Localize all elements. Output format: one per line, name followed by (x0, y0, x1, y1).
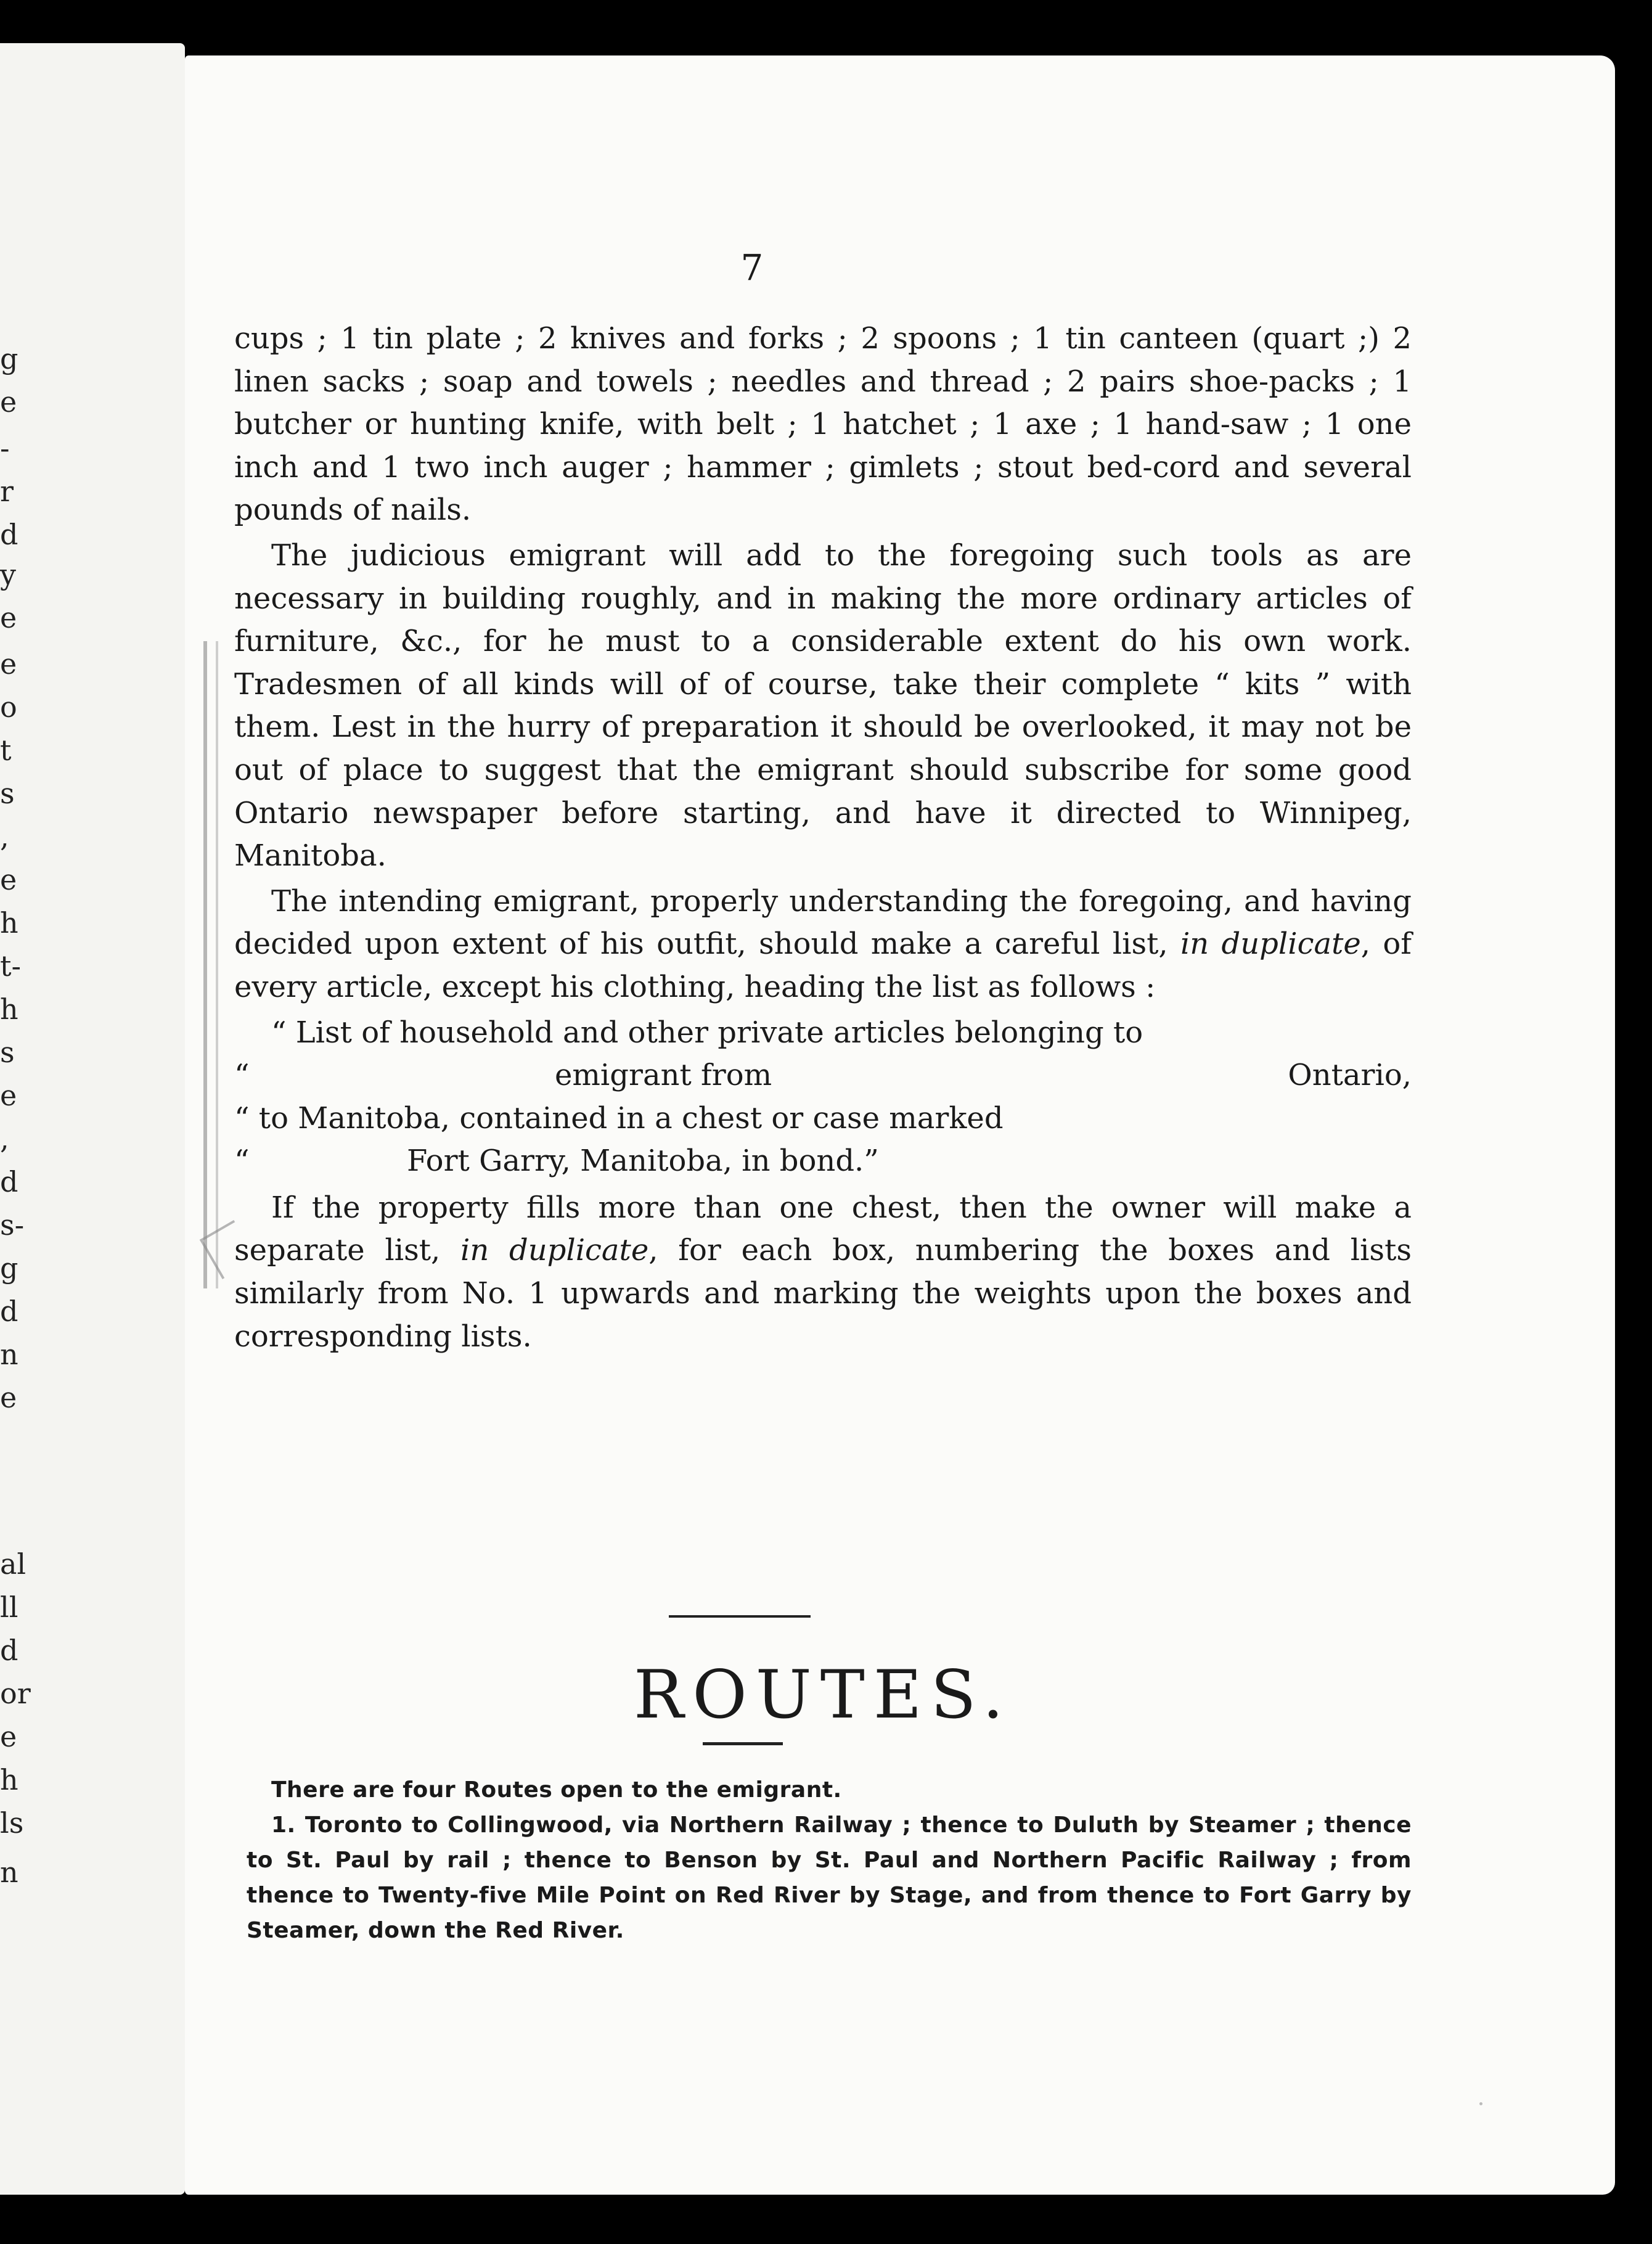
intending-emphasis: in duplicate (1180, 927, 1361, 962)
facing-page-char: d (0, 1634, 18, 1667)
quote-mark: “ (234, 1058, 250, 1093)
routes-section (247, 1772, 1412, 1948)
facing-page-char: r (0, 475, 14, 508)
facing-page-char: , (0, 1122, 9, 1155)
facing-page-char: d (0, 518, 18, 551)
facing-page-text-fragments (0, 43, 37, 2195)
facing-page-char: n (0, 1338, 18, 1371)
quote-mark: “ (234, 1144, 250, 1179)
facing-page-char: o (0, 690, 17, 724)
routes-intro: There are four Routes open to the emigrant. (271, 1777, 842, 1803)
facing-page-char: or (0, 1677, 31, 1710)
quote-line-4 (234, 1140, 1412, 1183)
paper-speck (1479, 2102, 1482, 2105)
facing-page-char: g (0, 1251, 18, 1285)
intending-text-b: , of every article, except his clothing, heading the list as follows : (234, 927, 1412, 1004)
facing-page-char: ll (0, 1591, 18, 1624)
facing-page-char: d (0, 1295, 18, 1328)
facing-page-char: n (0, 1856, 18, 1889)
facing-page-char: e (0, 1381, 17, 1414)
section-title-routes: ROUTES. (633, 1656, 1013, 1734)
body-text (234, 317, 1412, 1361)
facing-page-char: s (0, 1036, 15, 1069)
property-text-a: If the property fills more than one chest, then the owner will make a separate list, (234, 1190, 1412, 1268)
facing-page-char: g (0, 342, 18, 375)
paragraph-judicious-emigrant: The judicious emigrant will add to the foregoing such tools as are necessary in building roughly, and in making the more ordinary articles of furniture, &c., for he must to a considerable extent do his own work. Tradesmen of all kinds will of of course, take their complete “ kits ” with them. Lest in the hurry of preparation it should be overlooked, it may not be out of place to suggest that the emigrant should subscribe for some good Ontario newspaper before starting, and have it directed to Winnipeg, Manitoba. (234, 538, 1412, 874)
quote-line-2-middle: emigrant from (555, 1058, 772, 1093)
binding-thread (203, 641, 218, 1288)
paragraph-property (234, 1187, 1412, 1358)
facing-page-char: , (0, 820, 9, 853)
facing-page-char: h (0, 993, 18, 1026)
facing-page-char: e (0, 863, 17, 896)
facing-page-char: e (0, 601, 17, 634)
section-divider-top (669, 1615, 811, 1618)
property-text-b: , for each box, numbering the boxes and lists similarly from No. 1 upwards and marking the weights upon the boxes and corresponding lists. (234, 1233, 1412, 1354)
facing-page-char: h (0, 1763, 18, 1796)
route-item-1: 1. Toronto to Collingwood, via Northern Railway ; thence to Duluth by Steamer ; thence to St. Paul by rail ; thence to Benson by St. Paul and Northern Pacific Railway ; from thence to Twenty-five Mile Point on Red River by Stage, and from thence to Fort Garry by Steamer, down the Red River. (247, 1812, 1412, 1943)
facing-page-char: e (0, 1079, 17, 1112)
facing-page-char: h (0, 906, 18, 940)
property-emphasis: in duplicate (460, 1233, 649, 1268)
page-number: 7 (740, 247, 764, 289)
facing-page-char: e (0, 1720, 17, 1753)
quote-line-2-right: Ontario, (1288, 1058, 1412, 1093)
quote-line-2 (234, 1054, 1412, 1097)
facing-page-char: d (0, 1165, 18, 1198)
facing-page-char: s- (0, 1208, 25, 1242)
facing-page-char: t- (0, 949, 22, 983)
paragraph-intending-emigrant (234, 880, 1412, 1009)
quote-line-1: “ List of household and other private articles belonging to (271, 1015, 1143, 1050)
paragraph-list-continued: cups ; 1 tin plate ; 2 knives and forks ; 2 spoons ; 1 tin canteen (quart ;) 2 linen sacks ; soap and towels ; needles and thread ; 2 pairs shoe-packs ; 1 butcher or hunting knife, with belt ; 1 hatchet ; 1 axe ; 1 hand-saw ; 1 one inch and 1 two inch auger ; hammer ; gimlets ; stout bed-cord and several pounds of nails. (234, 321, 1412, 528)
facing-page-char: t (0, 734, 12, 767)
section-divider-bottom (703, 1742, 783, 1745)
facing-page-char: - (0, 432, 10, 465)
quote-line-3: “ to Manitoba, contained in a chest or case marked (234, 1100, 1004, 1136)
quote-line-4-middle: Fort Garry, Manitoba, in bond.” (407, 1144, 879, 1179)
intending-text-a: The intending emigrant, properly understanding the foregoing, and having decided upon extent of his outfit, should make a careful list, (234, 883, 1412, 962)
list-heading-quote (234, 1012, 1412, 1183)
facing-page-char: ls (0, 1806, 24, 1840)
facing-page-char: al (0, 1547, 27, 1581)
facing-page-edge (0, 43, 185, 2195)
facing-page-char: s (0, 777, 15, 810)
facing-page-char: e (0, 647, 17, 681)
facing-page-char: e (0, 385, 17, 419)
facing-page-char: y (0, 558, 16, 591)
